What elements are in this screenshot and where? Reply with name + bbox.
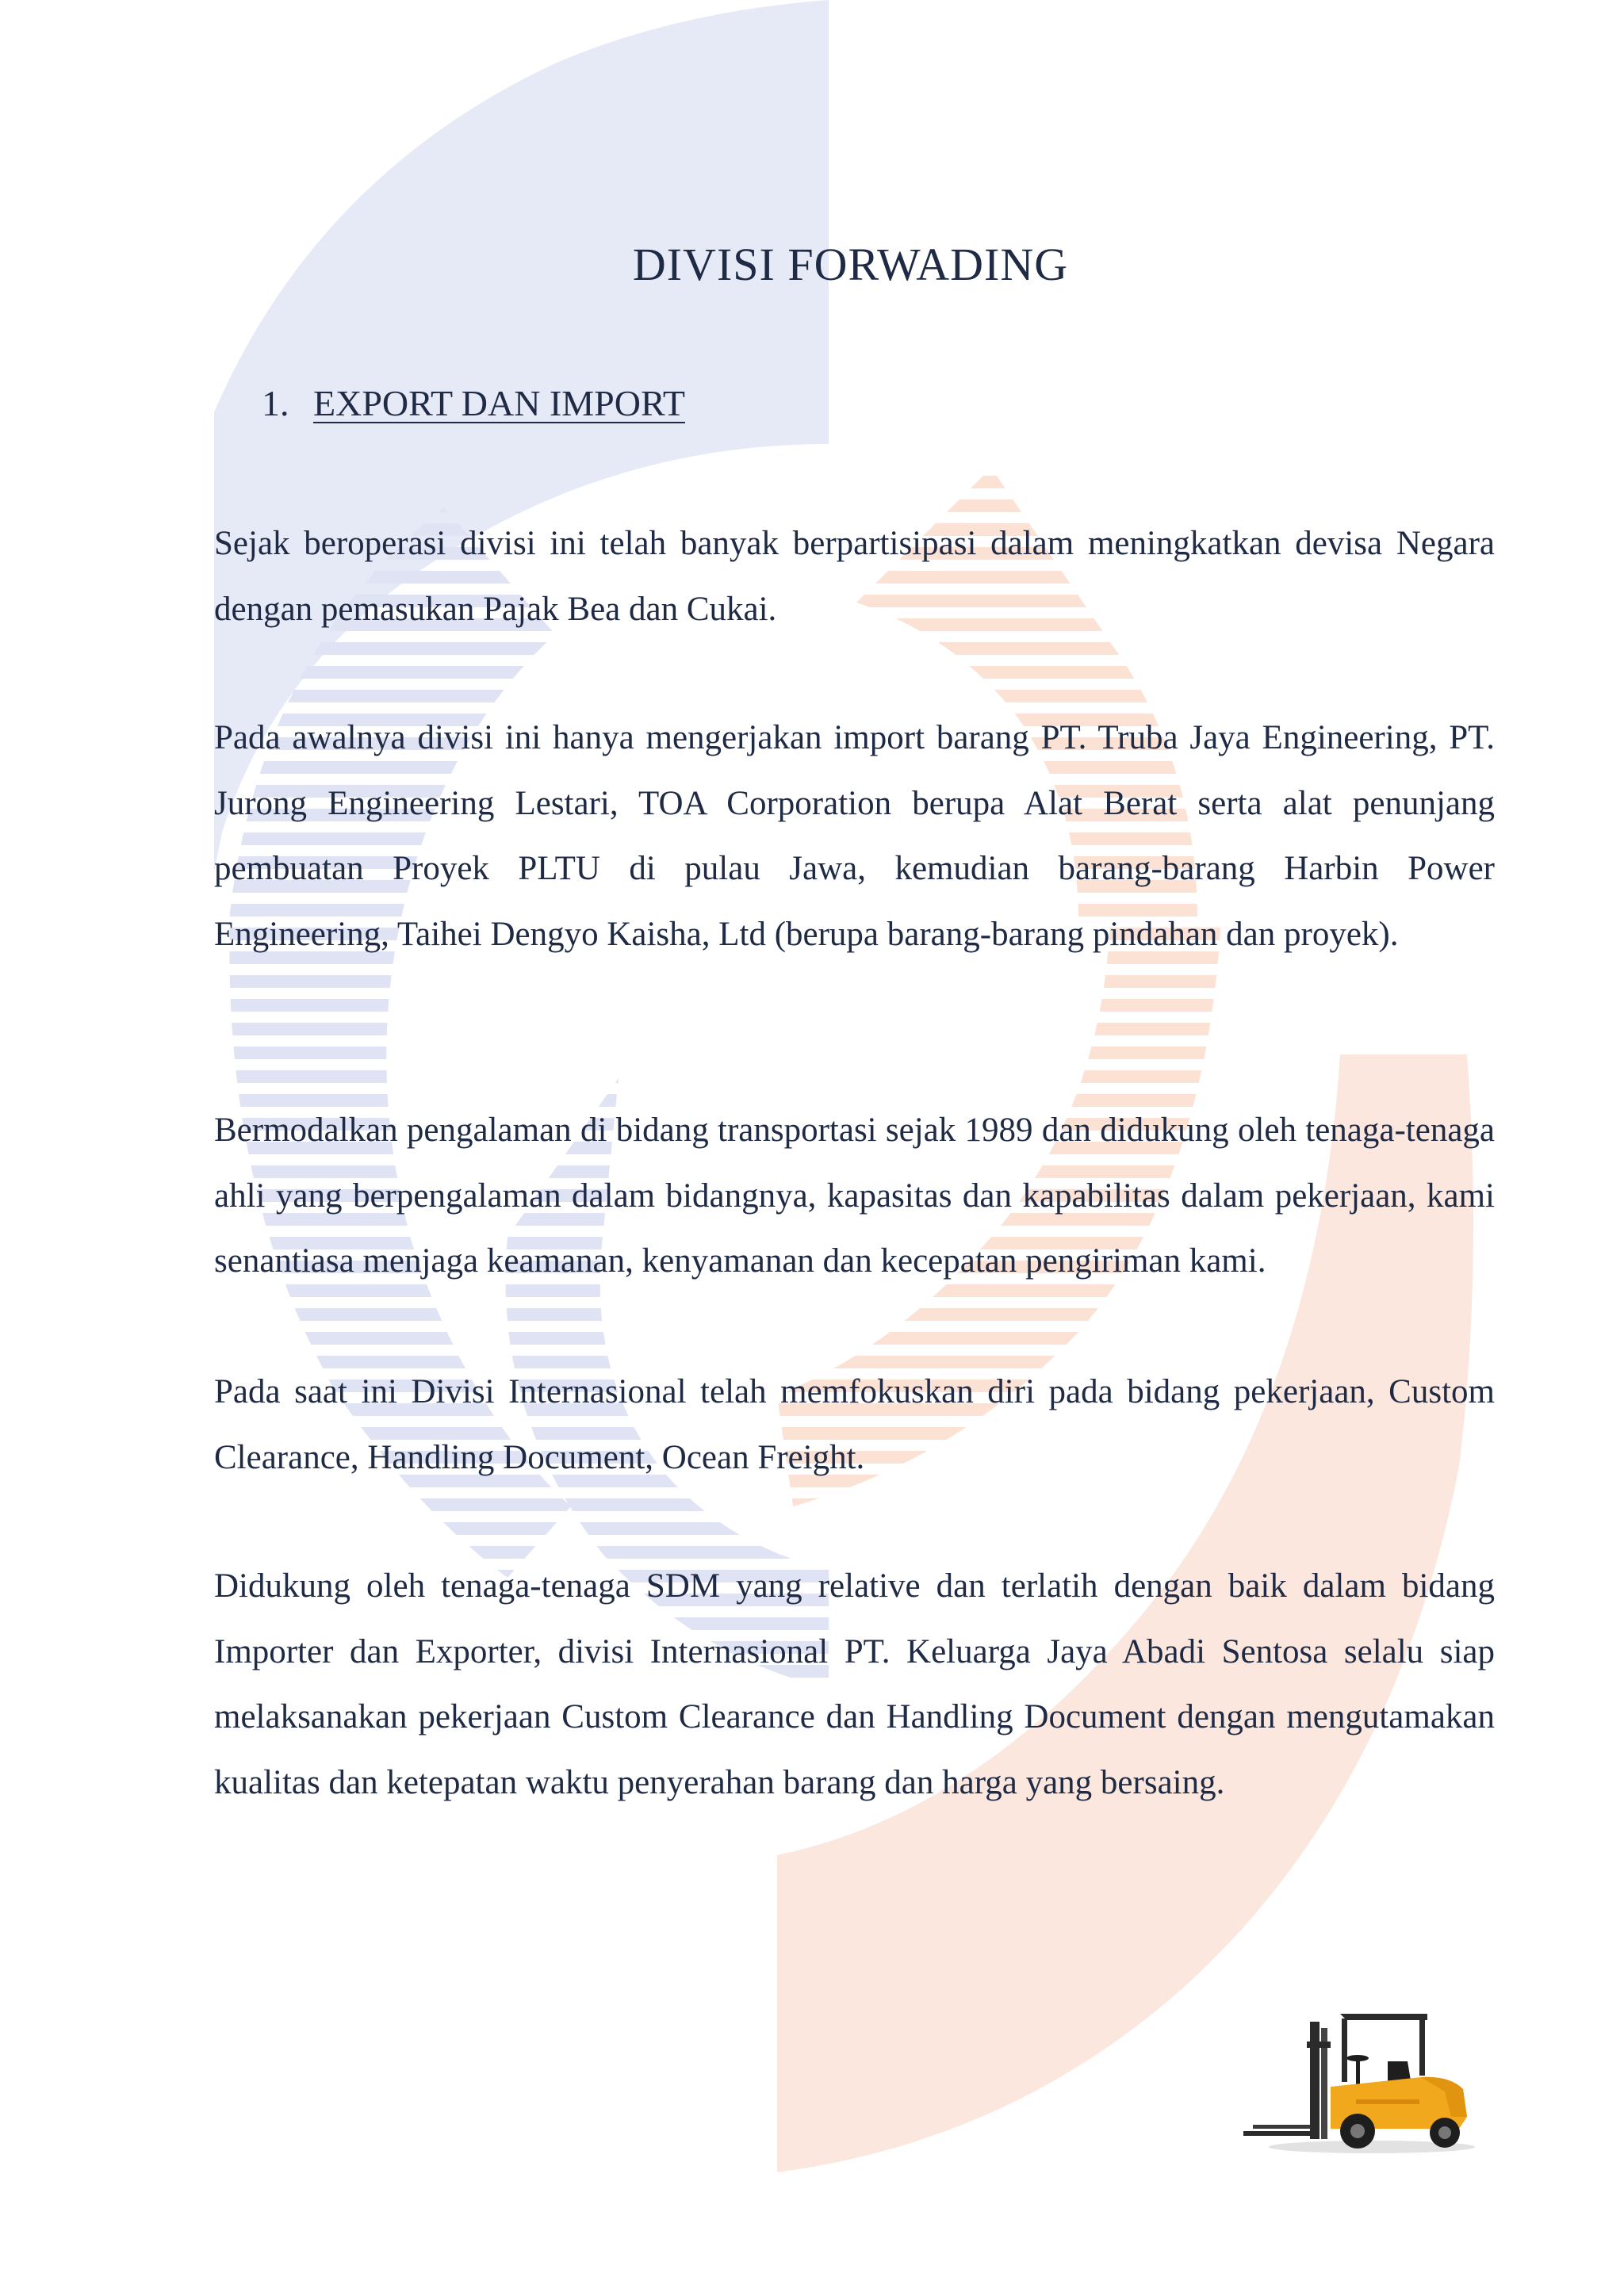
paragraph-support: Didukung oleh tenaga-tenaga SDM yang relative dan terlatih dengan baik dalam bidang Importer dan Exporter, divisi Internasional PT. Keluarga Jaya Abadi Sentosa selalu siap melaksanakan pekerjaan Custom Clearance dan Handling Document dengan mengutamakan kualitas dan ketepatan waktu penyerahan barang dan harga yang bersaing. [214, 1567, 1495, 1801]
section-heading [262, 382, 685, 424]
forklift-icon [1237, 1998, 1483, 2156]
paragraph-intro: Sejak beroperasi divisi ini telah banyak berpartisipasi dalam meningkatkan devisa Negara dengan pemasukan Pajak Bea dan Cukai. [214, 525, 1495, 628]
paragraph-focus: Pada saat ini Divisi Internasional telah memfokuskan diri pada bidang pekerjaan, Custom Clearance, Handling Document, Ocean Freight. [214, 1373, 1495, 1476]
section-number: 1. [262, 383, 289, 423]
section-heading-label: EXPORT DAN IMPORT [313, 383, 686, 423]
paragraph-history: Pada awalnya divisi ini hanya mengerjakan import barang PT. Truba Jaya Engineering, PT. Jurong Engineering Lestari, TOA Corporation berupa Alat Berat serta alat penunjang pembuatan Proyek PLTU di pulau Jawa, kemudian barang-barang Harbin Power Engineering, Taihei Dengyo Kaisha, Ltd (berupa barang-barang pindahan dan proyek). [214, 719, 1495, 953]
paragraph-experience: Bermodalkan pengalaman di bidang transportasi sejak 1989 dan didukung oleh tenaga-tenaga ahli yang berpengalaman dalam bidangnya, kapasitas dan kapabilitas dalam pekerjaan, kami senantiasa menjaga keamanan, kenyamanan dan kecepatan pengiriman kami. [214, 1112, 1495, 1280]
page-title: DIVISI FORWADING [632, 239, 1069, 290]
